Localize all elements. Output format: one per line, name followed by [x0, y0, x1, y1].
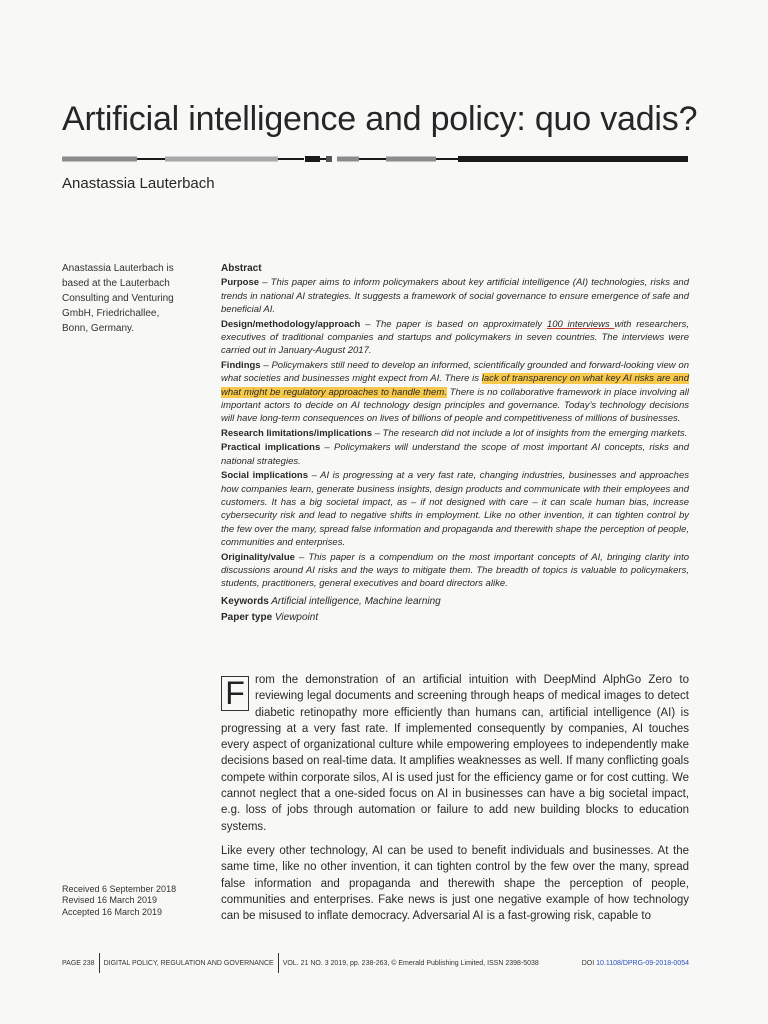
article-title: Artificial intelligence and policy: quo vadis?: [62, 100, 698, 138]
author-affiliation: Anastassia Lauterbach is based at the Lauterbach Consulting and Venturing GmbH, Friedrichallee, Bonn, Germany.: [62, 263, 174, 334]
findings-highlight: lack of transparency on what key AI risks are and what might be regulatory approaches to handle them.: [221, 373, 689, 398]
abstract-research: [221, 427, 689, 440]
originality-label: Originality/value: [221, 551, 295, 563]
purpose-text: – This paper aims to inform policymakers about key artificial intelligence (AI) technologies, risks and trends in national AI strategies. It suggests a framework of social governance to ensure emergence of safe and beneficial AI.: [221, 277, 689, 316]
paragraph-1-text: rom the demonstration of an artificial intuition with DeepMind AlphGo Zero to reviewing legal documents and screening through heaps of medical images to detect diabetic retinopathy more efficiently than humans can, artificial intelligence (AI) is progressing at a very fast rate. If implemented consequently by companies, AI touches every aspect of organizational culture while empowering employees to independently make decisions based on real-time data. It amplifies weaknesses as well. If many conflicting goals compete within corporate silos, AI is used just for the efficiency game or for cost cutting. We cannot neglect that a one-sided focus on AI in businesses can have a big societal impact, e.g. loss of jobs through automation or failure to add new building blocks to education systems.: [221, 674, 689, 833]
abstract-practical: [221, 441, 689, 468]
accepted-date: Accepted 16 March 2019: [62, 906, 163, 917]
research-label: Research limitations/implications: [221, 427, 372, 439]
abstract-findings: [221, 359, 689, 426]
findings-label: Findings: [221, 359, 261, 371]
abstract-design: [221, 318, 689, 358]
design-underlined-text: 100 interviews: [546, 318, 615, 330]
findings-text: – Policymakers still need to develop an informed, scientifically grounded and forward-looking view on what societies and businesses might expect from AI. There is: [221, 359, 689, 385]
social-text: – AI is progressing at a very fast rate, changing industries, businesses and approaches how companies learn, generate business insights, design products and communicate with their employees and customers. It has a big societal impact, as – if not designed with care – it can scale human bias, increase cybersecurity risk and lead to negative shifts in employment. Like no other invention, it can tighten control by the few over the many, spread false information and propaganda and therewith shape the perception of people, communities and enterprises.: [221, 470, 689, 549]
rule-segment: [458, 156, 688, 162]
practical-text: – Policymakers will understand the scope of most important AI concepts, risks and national strategies.: [221, 442, 689, 467]
abstract-heading: Abstract: [221, 263, 262, 274]
abstract-block: [221, 262, 689, 626]
doi-link[interactable]: 10.1108/DPRG-09-2018-0054: [596, 959, 689, 967]
drop-cap: F: [221, 676, 249, 711]
footer-divider: [99, 953, 100, 973]
rule-segment: [326, 156, 332, 162]
paper-type-label: Paper type: [221, 612, 273, 624]
rule-segment: [62, 157, 137, 162]
abstract-originality: [221, 551, 689, 591]
volume-info: VOL. 21 NO. 3 2019, pp. 238-263, © Emerald Publishing Limited, ISSN 2398-5038: [282, 959, 539, 967]
doi-label: DOI: [581, 959, 597, 967]
body-paragraph-1: [221, 672, 689, 835]
paper-type-text: Viewpoint: [272, 612, 319, 624]
research-text: – The research did not include a lot of insights from the emerging markets.: [372, 427, 688, 439]
rule-segment: [386, 157, 436, 162]
received-dates: [62, 884, 176, 918]
rule-segment: [278, 158, 304, 160]
paper-type-line: [221, 611, 689, 624]
design-text-end: with researchers, executives of traditional companies and startups and policymakers in seven countries. The interviews were carried out in January-August 2017.: [221, 318, 689, 357]
rule-segment: [320, 158, 326, 160]
received-date: Received 6 September 2018: [62, 884, 177, 894]
rule-segment: [359, 158, 386, 160]
author-name: Anastassia Lauterbach: [62, 175, 215, 192]
originality-text: – This paper is a compendium on the most important concepts of AI, bringing clarity into discussions around AI risks and the ways to mitigate them. The breadth of topics is valuable to policymakers, students, practitioners, general executives and board directors alike.: [221, 551, 689, 590]
doi: [582, 960, 689, 967]
design-label: Design/methodology/approach: [221, 318, 361, 330]
revised-date: Revised 16 March 2019: [62, 895, 158, 906]
body-paragraph-2: Like every other technology, AI can be used to benefit individuals and businesses. At the same time, like no other invention, it can tighten control by the few over the many, spread false information and propaganda and therewith shape the perception of people, communities and enterprises. Fake news is just one negative example of how technology can be misused to inflate democracy. Adversarial AI is a fast-growing risk, capable to: [221, 844, 689, 923]
page-footer: [62, 952, 689, 974]
keywords-line: [221, 595, 689, 608]
page-number: PAGE 238: [62, 959, 95, 967]
footer-divider: [278, 953, 279, 973]
findings-text-end: There is no collaborative framework in place involving all important actors to decide on AI technology design principles and governance. Today’s technology decisions will have long-term consequences on lives of billions of people and competitiveness of millions of businesses.: [221, 386, 689, 425]
article-body: [221, 672, 689, 932]
decorative-rule: [62, 155, 688, 163]
purpose-label: Purpose: [221, 277, 260, 289]
rule-segment: [305, 156, 320, 162]
design-text: – The paper is based on approximately: [360, 318, 547, 330]
rule-segment: [165, 157, 278, 162]
journal-name: DIGITAL POLICY, REGULATION AND GOVERNANCE: [103, 959, 274, 967]
keywords-text: Artificial intelligence, Machine learning: [268, 595, 441, 607]
keywords-label: Keywords: [221, 595, 269, 607]
rule-segment: [436, 158, 458, 160]
rule-segment: [137, 158, 165, 160]
practical-label: Practical implications: [221, 442, 321, 454]
social-label: Social implications: [221, 470, 308, 482]
abstract-social: [221, 469, 689, 549]
rule-segment: [337, 157, 359, 162]
abstract-purpose: [221, 276, 689, 316]
